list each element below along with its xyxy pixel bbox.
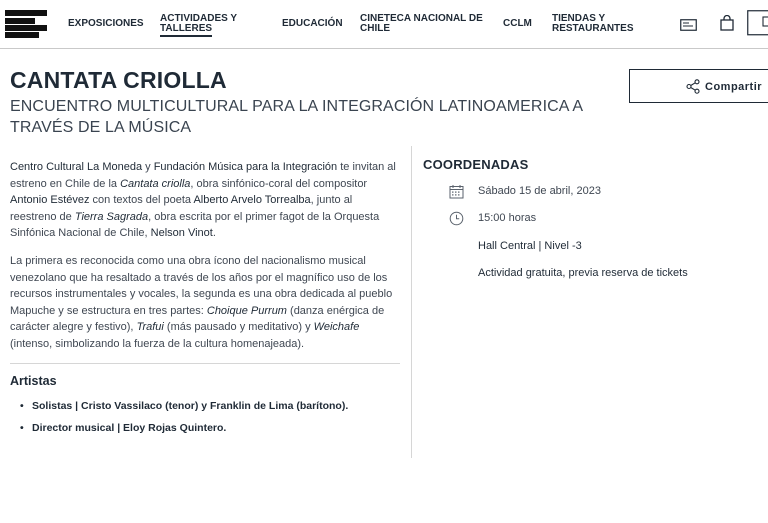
section-divider [10,363,400,364]
work-title: Cantata criolla [120,177,191,190]
work-title: Tierra Sagrada [74,210,149,223]
nav-actividades-label-line1: ACTIVIDADES Y [160,13,238,24]
text-span: , junto al reestreno de [10,194,353,223]
composer-name: Antonio Estévez [10,194,90,206]
text-span: (más pausado y meditativo) y [163,321,314,333]
nav-cineteca-label-line2: CHILE [360,23,390,34]
nav-tiendas-label-line1: TIENDAS Y [552,13,606,24]
nav-tiendas[interactable] [552,14,633,34]
text-span: . [212,227,216,239]
nav-cineteca-label-line1: CINETECA NACIONAL DE [360,13,483,24]
account-icon[interactable] [747,10,768,41]
description-paragraph-2 [10,253,400,352]
org-link-fundacion[interactable]: Fundación Música para la Integración [153,161,338,173]
share-label: Compartir [705,81,763,93]
description-paragraph-1 [10,159,400,242]
nav-actividades-talleres[interactable] [160,14,237,37]
page-title: CANTATA CRIOLLA [10,67,227,93]
text-span: , obra escrita por el primer fagot de la Orquesta Sinfónica Nacional de Chile, [10,210,380,239]
nav-educacion-label: EDUCACIÓN [282,18,343,29]
clock-icon [449,211,464,231]
movement-title: Trafui [136,321,164,333]
page-subtitle: ENCUENTRO MULTICULTURAL PARA LA INTEGRACIÓN LATINOAMERICA A TRAVÉS DE LA MÚSICA [10,98,583,136]
nav-cclm[interactable] [503,19,532,29]
list-item: • Director musical | Eloy Rojas Quintero. [20,420,348,442]
event-note-text: Actividad gratuita, previa reserva de tickets [478,267,688,279]
calendar-icon [449,184,464,204]
event-place-text: Hall Central | Nivel -3 [478,240,582,252]
nav-educacion[interactable] [282,19,343,29]
nav-exposiciones[interactable] [68,19,144,29]
list-item: • Solistas | Cristo Vassilaco (tenor) y Franklin de Lima (barítono). [20,398,348,420]
org-link-centro-cultural[interactable]: Centro Cultural La Moneda [10,161,143,173]
share-icon [686,79,700,99]
nav-cclm-label: CCLM [503,18,532,29]
text-span: , obra sinfónico-coral del compositor [190,177,368,190]
coordinates-heading: COORDENADAS [423,157,529,172]
artists-list [20,398,348,442]
shopping-bag-icon[interactable] [720,15,734,36]
artists-heading: Artistas [10,374,57,388]
nav-exposiciones-label: EXPOSICIONES [68,18,144,29]
site-header [0,0,768,49]
composer-name: Nelson Vinot [150,227,213,239]
share-button[interactable] [629,69,768,103]
column-divider [411,146,412,458]
movement-title: Choique Purrum [206,304,287,317]
text-span: te invitan al estreno en Chile de la [10,161,396,190]
text-span: La primera es reconocida como una obra ícono del nacionalismo musical venezolano que ha resaltado a través de los años por el magnífico uso de los recursos instrumentales y vocales, la segunda es una obra dedicada al pueblo Mapuche y se estructura en tres partes: [10,255,393,317]
poet-name: Alberto Arvelo Torrealba [193,194,311,206]
nav-actividades-label-line2: TALLERES [160,24,212,37]
text-span: con textos del poeta [89,194,194,206]
text-span: y [142,161,154,173]
nav-tiendas-label-line2: RESTAURANTES [552,23,634,34]
nav-cineteca[interactable] [360,14,483,34]
ticket-icon[interactable] [680,18,697,36]
site-logo[interactable] [5,10,47,38]
text-span: (intenso, simbolizando la fuerza de la cultura homenajeada). [10,337,305,350]
event-date-text: Sábado 15 de abril, 2023 [478,185,601,197]
movement-title: Weichafe [313,321,360,333]
event-time-text: 15:00 horas [478,212,537,224]
text-span: (danza enérgica de carácter alegre y festivo), [10,304,385,333]
